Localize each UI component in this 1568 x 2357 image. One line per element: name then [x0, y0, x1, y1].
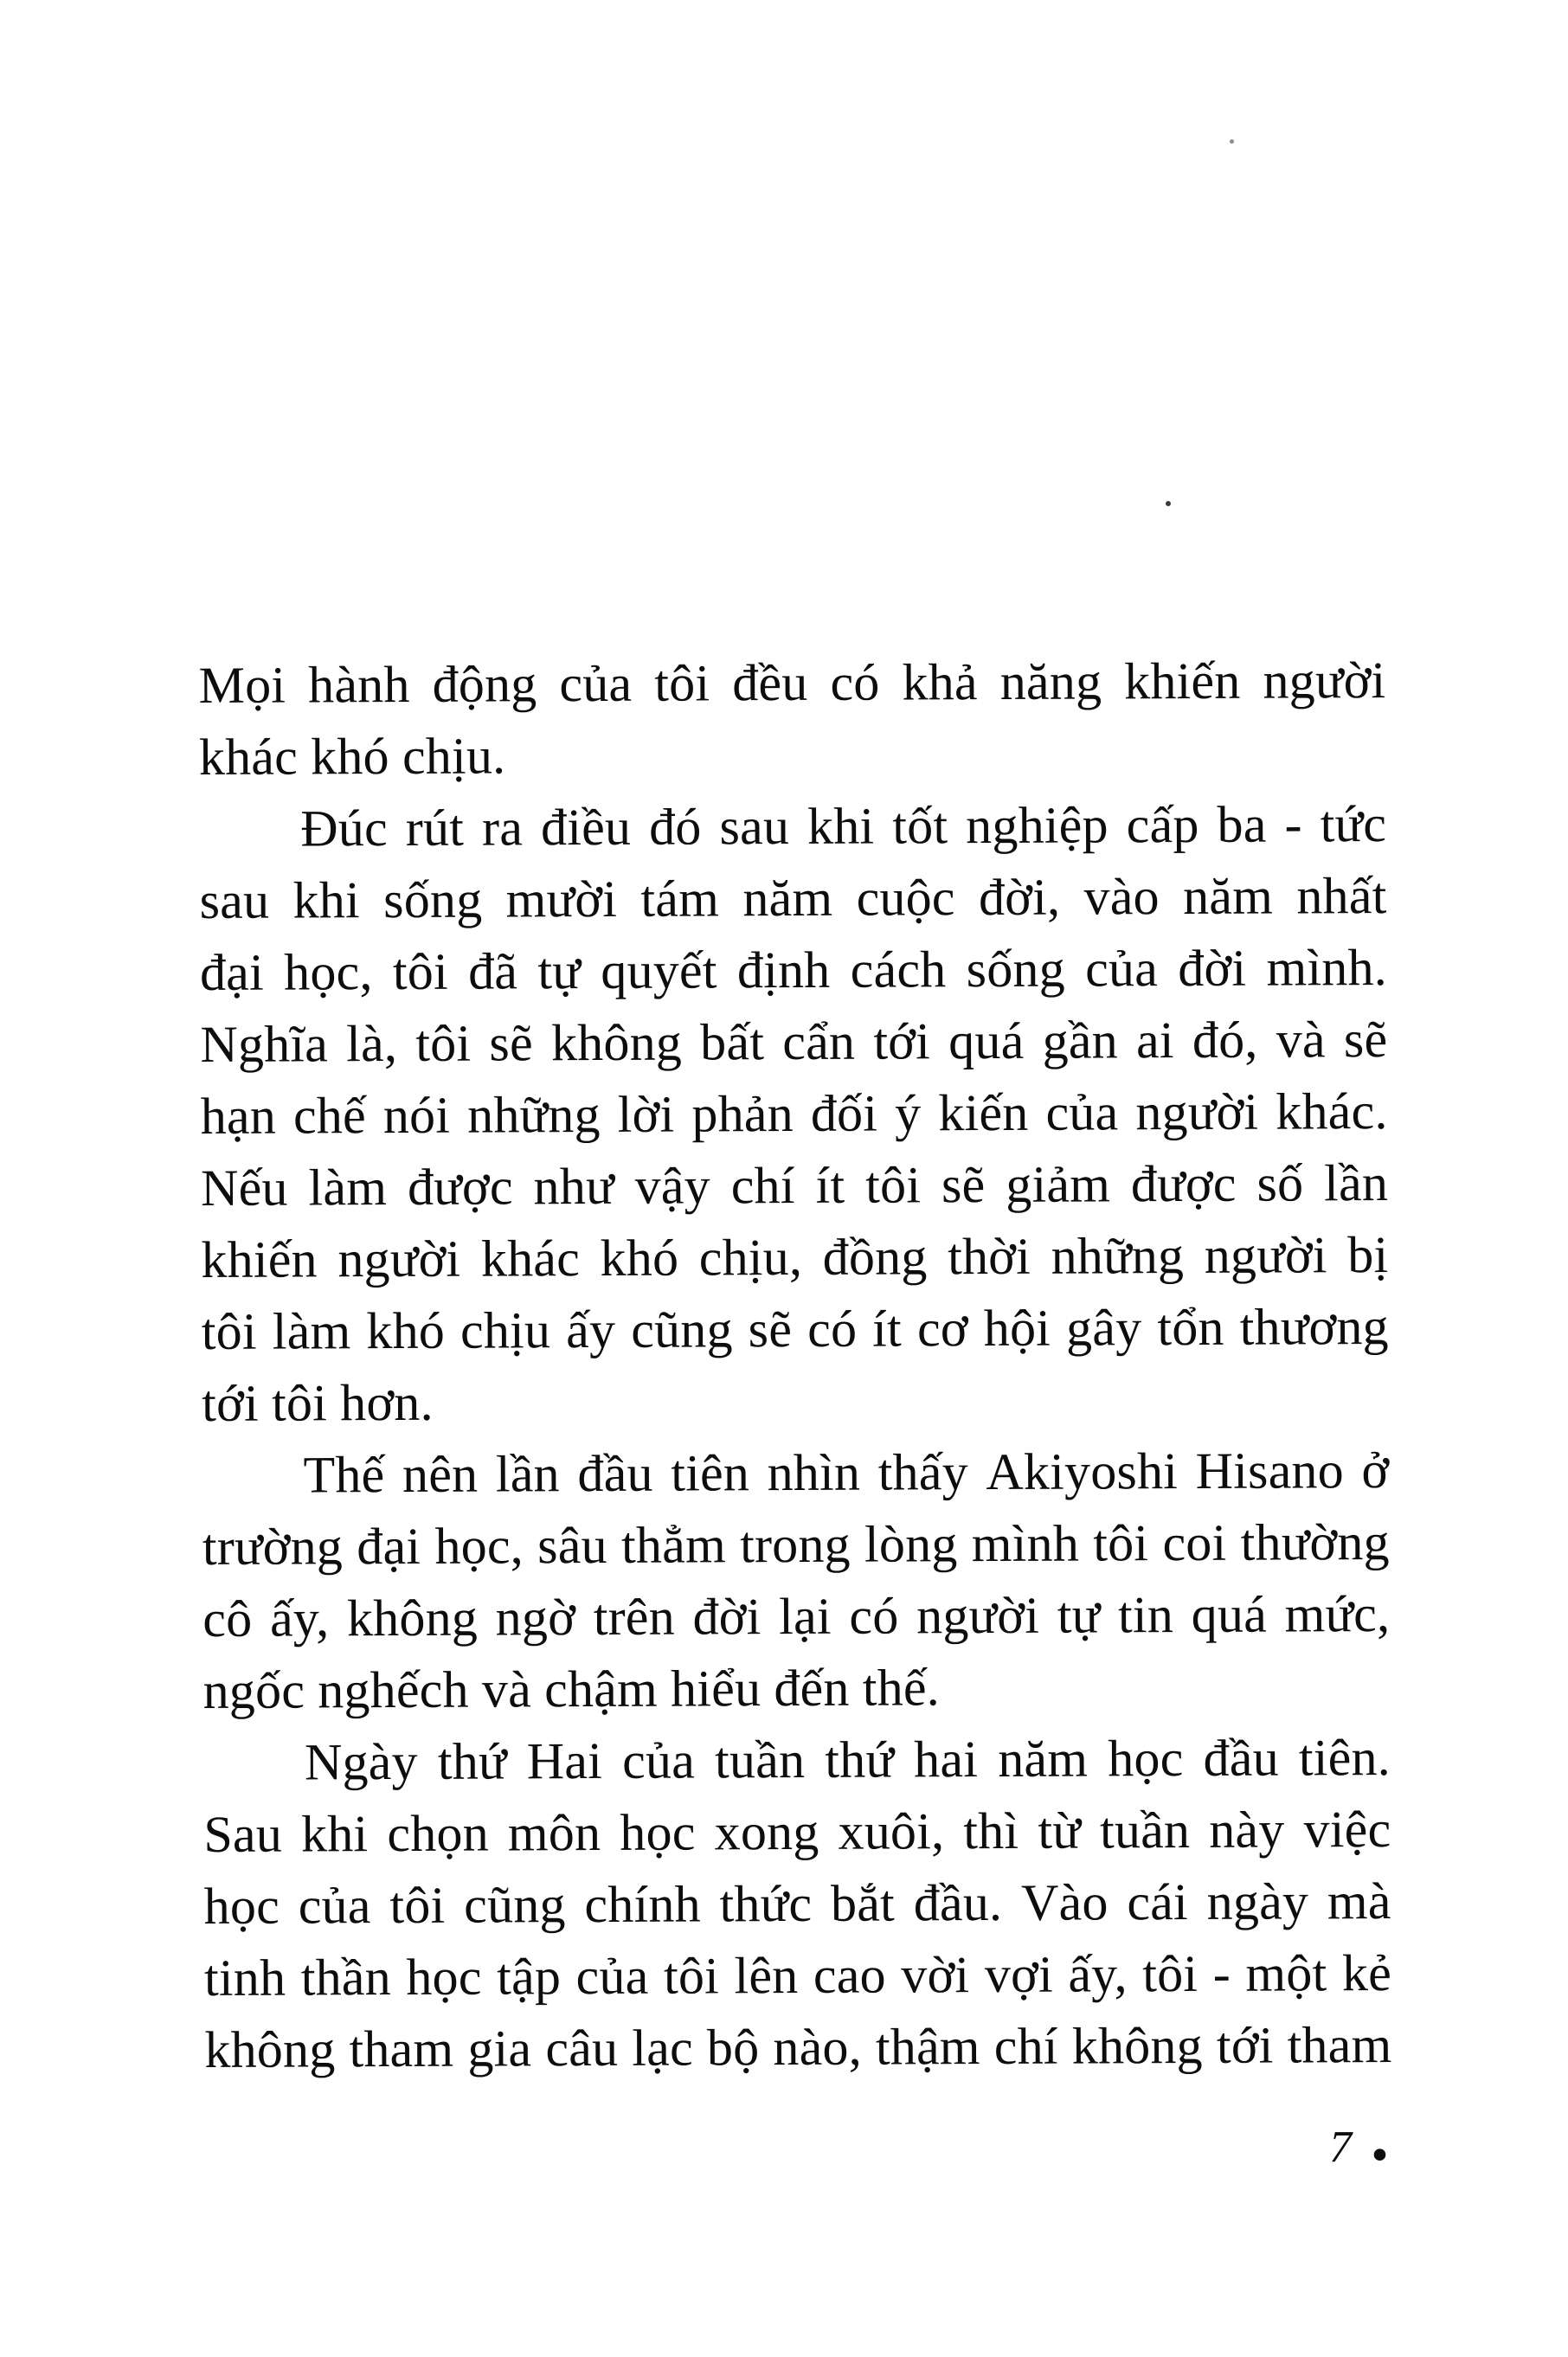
- page-number: 7 .: [1329, 2096, 1389, 2176]
- text-line: Ngày thứ Hai của tuần thứ hai năm học đầu tiên.: [304, 1729, 1391, 1791]
- text-line: Đúc rút ra điều đó sau khi tốt nghiệp cấp ba - tức: [300, 795, 1387, 857]
- text-line: Nghĩa là, tôi sẽ không bất cẩn tới quá gần ai đó, và sẽ: [200, 1011, 1388, 1073]
- text-line: tôi làm khó chịu ấy cũng sẽ có ít cơ hội gây tổn thương: [201, 1298, 1389, 1360]
- text-line: hạn chế nói những lời phản đối ý kiến của người khác.: [200, 1082, 1388, 1145]
- text-line: khác khó chịu.: [198, 727, 506, 786]
- text-line: sau khi sống mười tám năm cuộc đời, vào năm nhất: [199, 867, 1387, 929]
- body-text: [198, 645, 1391, 2086]
- text-line: cô ấy, không ngờ trên đời lại có người tự tin quá mức,: [202, 1585, 1391, 1647]
- text-line: Thế nên lần đầu tiên nhìn thấy Akiyoshi Hisano ở: [303, 1442, 1390, 1504]
- page-number-value: 7: [1329, 2123, 1352, 2172]
- scan-speck: [1230, 139, 1234, 144]
- text-line: Nếu làm được như vậy chí ít tôi sẽ giảm được số lần: [200, 1154, 1389, 1217]
- text-line: học của tôi cũng chính thức bắt đầu. Vào cái ngày mà: [203, 1872, 1391, 1935]
- text-line: đại học, tôi đã tự quyết định cách sống của đời mình.: [199, 939, 1388, 1001]
- text-line: Mọi hành động của tôi đều có khả năng khiến người: [198, 652, 1386, 715]
- text-line: tới tôi hơn.: [202, 1373, 434, 1432]
- text-line: khiến người khác khó chịu, đồng thời những người bị: [201, 1226, 1389, 1288]
- text-line: ngốc nghếch và chậm hiểu đến thế.: [202, 1659, 941, 1719]
- scan-speck: [1166, 501, 1171, 506]
- text-line: Sau khi chọn môn học xong xuôi, thì từ tuần này việc: [203, 1801, 1391, 1863]
- text-line: trường đại học, sâu thẳm trong lòng mình tôi coi thường: [202, 1513, 1390, 1576]
- text-line: tinh thần học tập của tôi lên cao vời vợi ấy, tôi - một kẻ: [203, 1944, 1392, 2007]
- text-line: không tham gia câu lạc bộ nào, thậm chí không tới tham: [204, 2015, 1392, 2078]
